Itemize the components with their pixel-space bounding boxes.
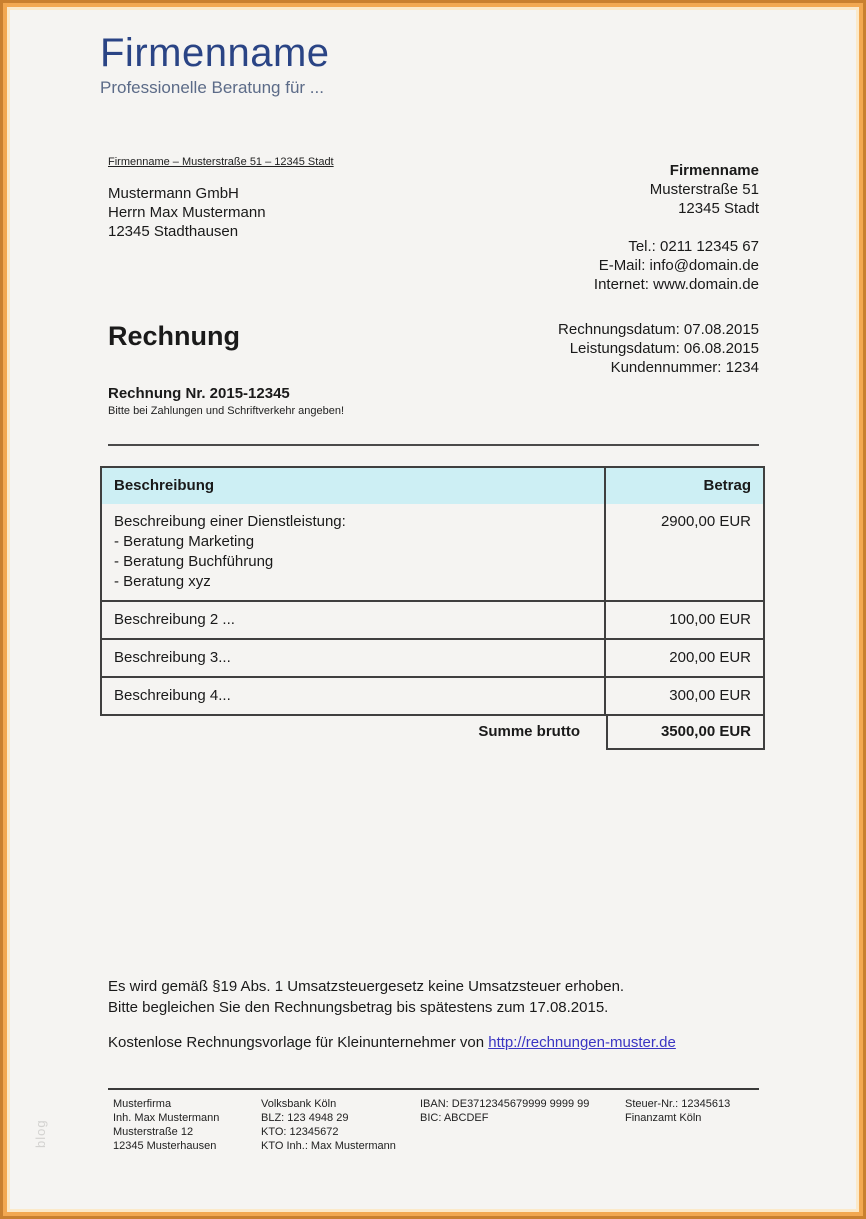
footer-iban-column: IBAN: DE3712345679999 9999 99 BIC: ABCDEF xyxy=(420,1098,590,1124)
item-amount: 200,00 EUR xyxy=(669,649,751,666)
company-contact: Tel.: 0211 12345 67 E-Mail: info@domain.de Internet: www.domain.de xyxy=(593,238,759,293)
invoice-meta: Rechnungsdatum: 07.08.2015 Leistungsdatum: 06.08.2015 Kundennummer: 1234 xyxy=(558,321,759,376)
sender-return-address: Firmenname – Musterstraße 51 – 12345 Stadt xyxy=(108,156,334,168)
logo-company-name: Firmenname xyxy=(100,31,330,75)
item-amount: 300,00 EUR xyxy=(669,687,751,704)
invoice-table-body xyxy=(102,504,763,714)
column-header-amount: Betrag xyxy=(703,477,751,494)
footer-company-column: Musterfirma Inh. Max Mustermann Musterstraße 12 12345 Musterhausen xyxy=(113,1098,220,1152)
table-row xyxy=(102,504,763,600)
item-amount: 2900,00 EUR xyxy=(660,513,751,530)
invoice-number-note: Bitte bei Zahlungen und Schriftverkehr angeben! xyxy=(108,405,345,417)
table-row xyxy=(102,638,763,676)
item-description: Beschreibung 4... xyxy=(102,678,606,714)
item-description: Beschreibung 3... xyxy=(102,640,606,676)
watermark-text: blog xyxy=(33,1119,48,1148)
item-description: Beschreibung einer Dienstleistung: - Beratung Marketing - Beratung Buchführung - Beratung xyz xyxy=(102,504,606,600)
credit-text: Kostenlose Rechnungsvorlage für Kleinunternehmer von xyxy=(108,1034,489,1051)
total-label: Summe brutto xyxy=(478,723,580,740)
company-name: Firmenname xyxy=(669,162,759,179)
logo-tagline: Professionelle Beratung für ... xyxy=(100,78,324,97)
table-row xyxy=(102,676,763,714)
item-amount: 100,00 EUR xyxy=(669,611,751,628)
item-description: Beschreibung 2 ... xyxy=(102,602,606,638)
company-logo xyxy=(100,31,330,98)
items-table xyxy=(100,466,765,750)
tax-payment-notes: Es wird gemäß §19 Abs. 1 Umsatzsteuergesetz keine Umsatzsteuer erhoben. Bitte begleichen Sie den Rechnungsbetrag bis spätestens zum 17.08.2015. xyxy=(108,978,625,1016)
credit-link[interactable]: http://rechnungen-muster.de xyxy=(488,1034,676,1051)
divider-line xyxy=(108,444,759,446)
table-row xyxy=(102,600,763,638)
footer xyxy=(113,1097,759,1153)
footer-bank-column: Volksbank Köln BLZ: 123 4948 29 KTO: 12345672 KTO Inh.: Max Mustermann xyxy=(261,1098,396,1152)
footer-tax-column: Steuer-Nr.: 12345613 Finanzamt Köln xyxy=(625,1098,731,1124)
recipient-address: Mustermann GmbH Herrn Max Mustermann 12345 Stadthausen xyxy=(108,185,266,240)
column-header-description: Beschreibung xyxy=(102,468,606,504)
total-row xyxy=(100,716,765,750)
footer-divider-line xyxy=(108,1088,759,1090)
invoice-number: Rechnung Nr. 2015-12345 xyxy=(108,385,290,402)
page-title: Rechnung xyxy=(108,321,240,351)
total-amount: 3500,00 EUR xyxy=(606,716,765,750)
table-header-row xyxy=(102,468,763,504)
template-credit-line xyxy=(108,1034,676,1051)
company-address-block xyxy=(594,161,759,294)
company-address: Musterstraße 51 12345 Stadt xyxy=(649,181,759,217)
